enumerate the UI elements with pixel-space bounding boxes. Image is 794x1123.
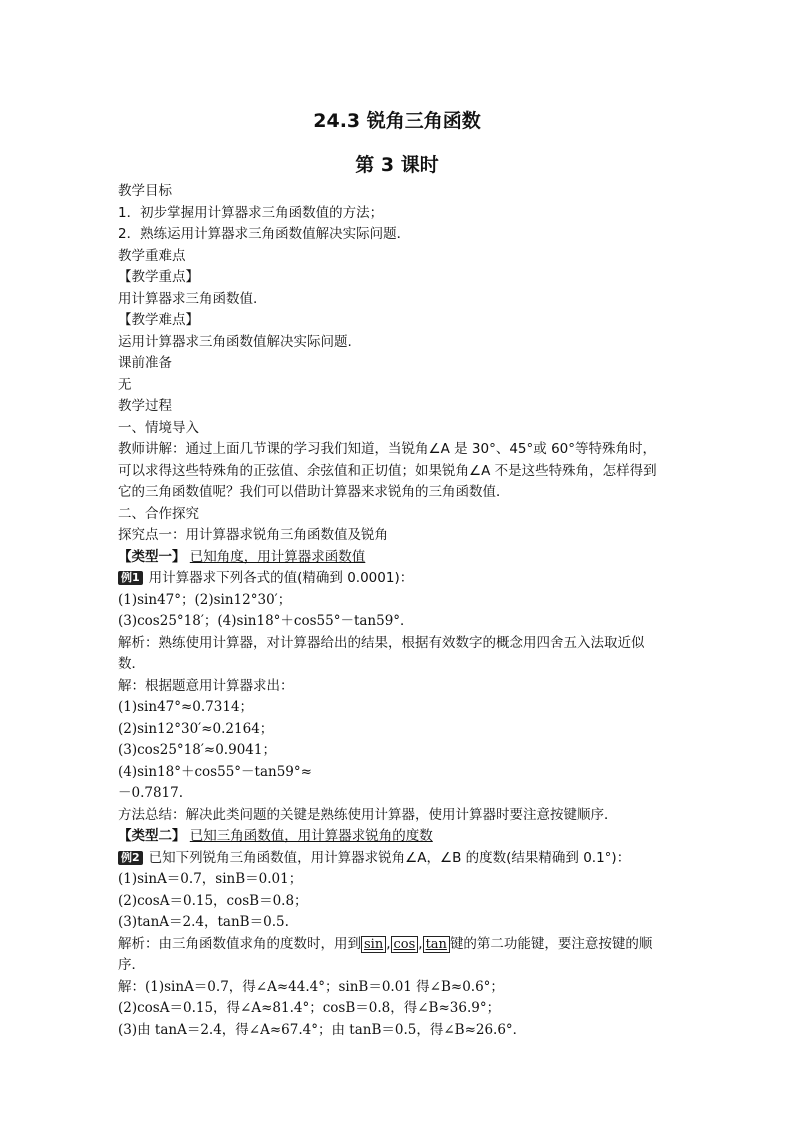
subheading-focus: 【教学重点】 [118, 269, 199, 285]
type-2-heading [118, 826, 678, 848]
key-separator: , [418, 935, 423, 952]
example-1-prompt [118, 568, 678, 590]
example-2-solution-2: (2)cosA＝0.15，得∠A≈81.4°；cosB＝0.8，得∠B≈36.9°； [118, 1000, 501, 1016]
intro-paragraph-line-2: 可以求得这些特殊角的正弦值、余弦值和正切值；如果锐角∠A 不是这些特殊角，怎样得到 [118, 462, 657, 479]
sin-key-label: sin [361, 936, 386, 953]
example-1-badge: 例1 [118, 571, 143, 585]
type-1-heading [118, 547, 678, 569]
type-1-label: 【类型一】 [118, 548, 186, 565]
example-1-answer-1: (1)sin47°≈0.7314； [118, 699, 254, 715]
section-heading-objectives: 教学目标 [118, 183, 172, 199]
example-1-analysis-line-2: 数． [118, 656, 145, 672]
example-2-badge: 例2 [118, 851, 143, 865]
example-2-given-1: (1)sinA＝0.7，sinB＝0.01； [118, 871, 303, 887]
subheading-difficulty: 【教学难点】 [118, 312, 199, 328]
step-heading-intro: 一、情境导入 [118, 419, 199, 436]
lesson-subtitle: 第 3 课时 [355, 154, 439, 176]
example-1-analysis-line-1: 解析：熟练使用计算器，对计算器给出的结果，根据有效数字的概念用四舍五入法取近似 [118, 634, 645, 651]
example-2-solution-3: (3)由 tanA＝2.4，得∠A≈67.4°；由 tanB＝0.5，得∠B≈26.6°． [118, 1021, 527, 1038]
example-2-given-3: (3)tanA＝2.4，tanB＝0.5. [118, 914, 289, 930]
section-heading-preparation: 课前准备 [118, 355, 172, 371]
example-1-answer-2: (2)sin12°30′≈0.2164； [118, 720, 274, 737]
intro-paragraph-line-1: 教师讲解：通过上面几节课的学习我们知道，当锐角∠A 是 30°、45°或 60°等特殊角时， [118, 441, 656, 457]
example-2-analysis-suffix: 键的第二功能键，要注意按键的顺 [449, 935, 653, 952]
type-1-title: 已知角度，用计算器求函数值 [189, 548, 366, 565]
key-separator: , [386, 935, 391, 952]
page-title: 24.3 锐角三角函数 [313, 110, 481, 132]
section-heading-process: 教学过程 [118, 398, 172, 414]
objective-item-1: 1．初步掌握用计算器求三角函数值的方法； [118, 204, 384, 221]
objective-item-2: 2．熟练运用计算器求三角函数值解决实际问题． [118, 226, 411, 242]
document-body [118, 181, 678, 1041]
example-2-text: 已知下列锐角三角函数值，用计算器求锐角∠A，∠B 的度数(结果精确到 0.1°)： [148, 849, 631, 866]
example-2-prompt [118, 848, 678, 870]
example-1-text: 用计算器求下列各式的值(精确到 0.0001)： [148, 570, 414, 586]
step-heading-explore: 二、合作探究 [118, 505, 199, 522]
example-2-analysis-line-2: 序． [118, 957, 145, 973]
section-heading-key-points: 教学重难点 [118, 247, 186, 264]
type-2-label: 【类型二】 [118, 828, 186, 844]
type-2-title: 已知三角函数值，用计算器求锐角的度数 [189, 828, 433, 844]
example-2-solution-1: 解：(1)sinA＝0.7，得∠A≈44.4°；sinB＝0.01 得∠B≈0.6°； [118, 978, 504, 995]
explore-point-1: 探究点一：用计算器求锐角三角函数值及锐角 [118, 527, 388, 543]
intro-paragraph-line-3: 它的三角函数值呢？我们可以借助计算器来求锐角的三角函数值． [118, 484, 510, 500]
example-1-answer-4: (4)sin18°＋cos55°－tan59°≈ [118, 763, 312, 780]
example-1-answer-3: (3)cos25°18′≈0.9041； [118, 742, 276, 758]
example-1-answer-4-value: －0.7817. [118, 785, 184, 801]
preparation-text: 无 [118, 376, 132, 393]
example-1-items-a: (1)sin47°；(2)sin12°30′； [118, 591, 292, 608]
example-2-given-2: (2)cosA＝0.15，cosB＝0.8； [118, 892, 308, 909]
example-1-solution-intro: 解：根据题意用计算器求出： [118, 677, 294, 694]
focus-text: 用计算器求三角函数值. [118, 290, 258, 307]
example-1-items-b: (3)cos25°18′；(4)sin18°＋cos55°－tan59°． [118, 613, 414, 629]
example-2-analysis-prefix: 解析：由三角函数值求角的度数时，用到 [118, 935, 361, 952]
cos-key-label: cos [391, 936, 419, 953]
tan-key-label: tan [423, 936, 450, 953]
difficulty-text: 运用计算器求三角函数值解决实际问题. [118, 333, 352, 350]
method-summary: 方法总结：解决此类问题的关键是熟练使用计算器，使用计算器时要注意按键顺序． [118, 806, 618, 823]
example-2-analysis-line-1 [118, 934, 678, 956]
